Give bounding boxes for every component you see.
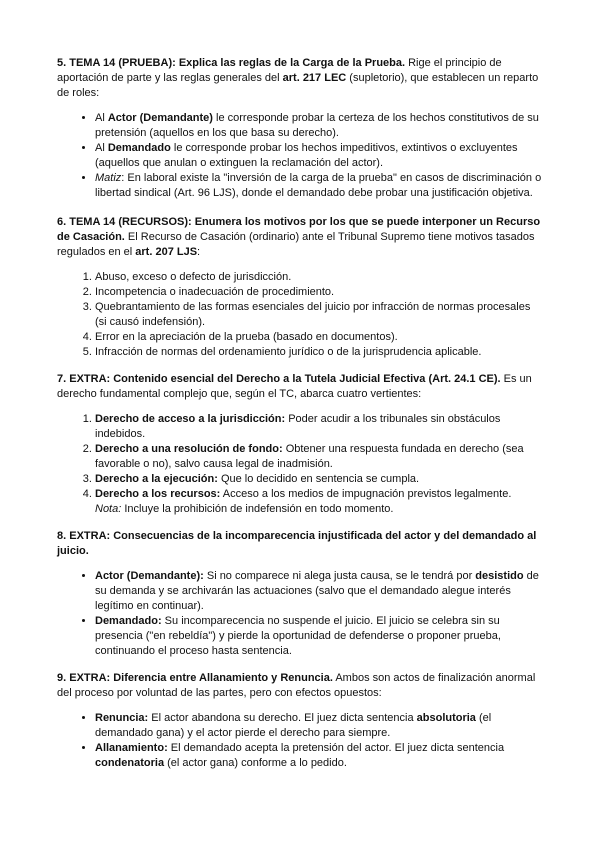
section-6	[57, 215, 543, 360]
list-item: 5. Infracción de normas del ordenamiento jurídico o de la jurisprudencia aplicable.	[95, 345, 543, 360]
list-item: • Renuncia: El actor abandona su derecho. El juez dicta sentencia absolutoria (el demandado gana) y el actor pierde el derecho para siempre.	[95, 711, 543, 741]
section-5-intro: 5. TEMA 14 (PRUEBA): Explica las reglas de la Carga de la Prueba. Rige el principio de aportación de parte y las reglas generales del art. 217 LEC (supletorio), que establecen un reparto de roles:	[57, 57, 539, 99]
section-5-list	[57, 111, 543, 201]
section-7-title: 7. EXTRA: Contenido esencial del Derecho a la Tutela Judicial Efectiva (Art. 24.1 CE).	[57, 373, 501, 385]
section-8-intro	[57, 529, 543, 559]
section-7-list	[57, 412, 543, 517]
section-6-intro: 6. TEMA 14 (RECURSOS): Enumera los motivos por los que se puede interponer un Recurso de Casación. El Recurso de Casación (ordinario) ante el Tribunal Supremo tiene motivos tasados regulados en el art. 207 LJS:	[57, 216, 541, 258]
section-8-title: 8. EXTRA: Consecuencias de la incomparecencia injustificada del actor y del demandado al juicio.	[57, 530, 537, 557]
section-8-list	[57, 569, 543, 659]
section-5	[57, 56, 543, 201]
list-item: • Matiz: En laboral existe la "inversión de la carga de la prueba" en casos de discriminación o libertad sindical (Art. 96 LJS), donde el demandado debe probar una justificación objetiva.	[95, 171, 543, 201]
section-6-list	[57, 270, 543, 360]
section-9	[57, 671, 543, 771]
section-5-title: 5. TEMA 14 (PRUEBA): Explica las reglas de la Carga de la Prueba.	[57, 57, 406, 69]
section-9-title: 9. EXTRA: Diferencia entre Allanamiento y Renuncia.	[57, 672, 333, 684]
list-item: 3. Quebrantamiento de las formas esenciales del juicio por infracción de normas procesales (si causó indefensión).	[95, 300, 543, 330]
list-item: 4. Derecho a los recursos: Acceso a los medios de impugnación previstos legalmente. Nota: Incluye la prohibición de indefensión en todo momento.	[95, 487, 543, 517]
section-9-intro: 9. EXTRA: Diferencia entre Allanamiento y Renuncia. Ambos son actos de finalización anormal del proceso por voluntad de las partes, pero con efectos opuestos:	[57, 672, 536, 699]
list-item: 4. Error en la apreciación de la prueba (basado en documentos).	[95, 330, 543, 345]
list-item: • Al Actor (Demandante) le corresponde probar la certeza de los hechos constitutivos de su pretensión (aquellos en los que basa su derecho).	[95, 111, 543, 141]
list-item: 2. Derecho a una resolución de fondo: Obtener una respuesta fundada en derecho (sea favorable o no), salvo causa legal de inadmisión.	[95, 442, 543, 472]
section-7	[57, 372, 543, 517]
section-9-list	[57, 711, 543, 771]
list-item: • Actor (Demandante): Si no comparece ni alega justa causa, se le tendrá por desistido de su demanda y se archivarán las actuaciones (salvo que el demandado alegue interés legítimo en continuar).	[95, 569, 543, 614]
section-7-intro: 7. EXTRA: Contenido esencial del Derecho a la Tutela Judicial Efectiva (Art. 24.1 CE). Es un derecho fundamental complejo que, según el TC, abarca cuatro vertientes:	[57, 373, 532, 400]
list-item: 1. Derecho de acceso a la jurisdicción: Poder acudir a los tribunales sin obstáculos indebidos.	[95, 412, 543, 442]
list-item: • Al Demandado le corresponde probar los hechos impeditivos, extintivos o excluyentes (aquellos que anulan o extinguen la reclamación del actor).	[95, 141, 543, 171]
section-8	[57, 529, 543, 659]
list-item: 3. Derecho a la ejecución: Que lo decidido en sentencia se cumpla.	[95, 472, 543, 487]
list-item: • Demandado: Su incomparecencia no suspende el juicio. El juicio se celebra sin su presencia ("en rebeldía") y pierde la oportunidad de defenderse o proponer prueba, continuando el proceso hasta sentencia.	[95, 614, 543, 659]
list-item: 1. Abuso, exceso o defecto de jurisdicción.	[95, 270, 543, 285]
list-item: 2. Incompetencia o inadecuación de procedimiento.	[95, 285, 543, 300]
list-item: • Allanamiento: El demandado acepta la pretensión del actor. El juez dicta sentencia condenatoria (el actor gana) conforme a lo pedido.	[95, 741, 543, 771]
section-6-title: 6. TEMA 14 (RECURSOS): Enumera los motivos por los que se puede interponer un Recurso de Casación.	[57, 216, 541, 243]
